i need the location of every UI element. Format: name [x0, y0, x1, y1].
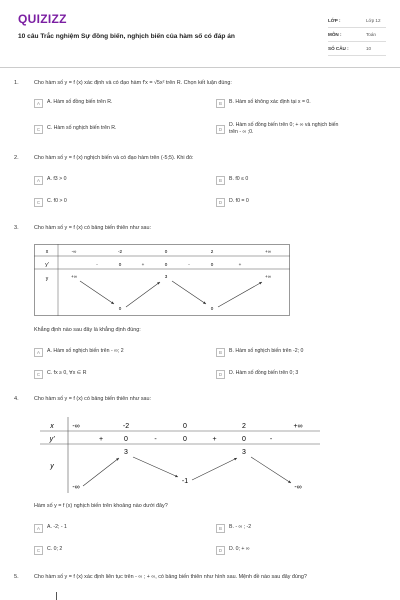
y-value: -1: [181, 478, 189, 485]
table-x-label: x: [45, 249, 49, 255]
variation-arrow: [172, 281, 206, 304]
variation-arrow: [126, 282, 160, 307]
quizizz-logo[interactable]: QUIZIZZ: [18, 12, 67, 26]
variation-arrow: [192, 458, 237, 480]
meta-row-subject: [328, 28, 386, 42]
option-text: C. 0; 2: [47, 546, 63, 552]
option-text: A. f3 > 0: [47, 176, 67, 182]
x-value: 2: [210, 249, 214, 254]
x-value: 0: [164, 249, 168, 254]
option-c[interactable]: [34, 198, 67, 207]
option-letter: C: [34, 125, 43, 134]
option-letter: A: [34, 176, 43, 185]
option-d[interactable]: [216, 198, 249, 207]
sign-value: 0: [242, 436, 246, 443]
option-text: B. Hàm số không xác định tại x = 0.: [229, 99, 311, 105]
table-x-label: x: [50, 423, 54, 430]
y-value: 0: [210, 306, 214, 311]
sign-value: 0: [210, 262, 214, 267]
variation-arrow: [133, 457, 178, 477]
option-letter: A: [34, 348, 43, 357]
option-b[interactable]: [216, 99, 311, 108]
option-text: D. f0 = 0: [229, 198, 249, 204]
meta-key: SỐ CÂU :: [328, 46, 349, 51]
arrow-head: [203, 301, 206, 304]
question-number: 1.: [14, 80, 19, 86]
option-text: A. Hàm số đồng biến trên R.: [47, 99, 113, 105]
option-a[interactable]: [34, 176, 66, 185]
x-value: -∞: [71, 249, 77, 254]
question-number: 2.: [14, 155, 19, 161]
sign-row: [96, 262, 241, 267]
y-value: 3: [124, 449, 128, 456]
option-letter: A: [34, 524, 43, 533]
table-yprime-label: y': [45, 262, 49, 268]
y-value: -∞: [72, 484, 80, 491]
meta-value: Lớp 12: [366, 18, 381, 23]
arrow-head: [111, 301, 114, 304]
option-text: C. f0 > 0: [47, 198, 67, 204]
option-letter: D: [216, 125, 225, 134]
table-y-label: y: [45, 276, 49, 282]
option-letter: C: [34, 370, 43, 379]
option-text-line1: D. Hàm số đồng biến trên 0; + ∞ và nghịch biến: [229, 122, 339, 128]
table-edge: [56, 592, 57, 600]
option-c[interactable]: [34, 125, 117, 134]
variation-arrows: [80, 281, 262, 307]
table-y-label: y: [50, 463, 54, 470]
meta-row-class: [328, 14, 386, 28]
sign-value: 0: [183, 436, 187, 443]
option-text: C. fx ≥ 0, ∀x ∈ R: [47, 370, 87, 376]
sign-value: -: [188, 262, 190, 267]
option-letter: D: [216, 546, 225, 555]
y-values: [71, 274, 271, 311]
x-value: -2: [117, 249, 123, 254]
option-text: D. 0; + ∞: [229, 546, 250, 552]
y-value: 3: [164, 274, 168, 279]
option-text: B. Hàm số nghịch biến trên -2; 0: [229, 348, 304, 354]
option-text-line2: trên - ∞ ;0.: [229, 128, 254, 135]
option-c[interactable]: [34, 370, 86, 379]
sign-value: -: [96, 262, 98, 267]
question-text: Cho hàm số y = f (x) xác định và có đạo hàm f'x = √5x² trên R. Chọn kết luận đúng:: [34, 80, 232, 86]
question-text: Cho hàm số y = f (x) có bảng biến thiên như sau:: [34, 225, 152, 231]
page-title: 10 câu Trắc nghiệm Sự đồng biến, nghịch biến của hàm số có đáp án: [18, 33, 235, 40]
worksheet-meta: [328, 14, 386, 56]
sign-value: +: [238, 262, 242, 267]
variation-arrow: [251, 457, 291, 483]
option-letter: D: [216, 198, 225, 207]
sign-value: +: [141, 262, 145, 267]
option-text: A. -2; - 1: [47, 524, 67, 530]
table-yprime-label: y': [49, 436, 55, 443]
option-a[interactable]: [34, 524, 67, 533]
option-letter: B: [216, 524, 225, 533]
option-letter: C: [34, 198, 43, 207]
question-text: Cho hàm số y = f (x) nghịch biến và có đạo hàm trên (-5;5). Khi đó:: [34, 155, 194, 161]
meta-row-count: [328, 42, 386, 56]
sign-row: [99, 436, 273, 443]
option-d[interactable]: [216, 122, 338, 135]
question-number: 5.: [14, 574, 19, 580]
sign-value: -: [269, 436, 273, 443]
option-c[interactable]: [34, 546, 62, 555]
arrow-head: [288, 480, 291, 483]
option-letter: B: [216, 348, 225, 357]
meta-value: Toán: [366, 32, 376, 37]
sign-value: 0: [118, 262, 122, 267]
x-value: -∞: [72, 423, 80, 430]
x-value: 2: [242, 423, 246, 430]
header-divider: [0, 67, 400, 68]
option-text: C. Hàm số nghịch biến trên R.: [47, 125, 117, 131]
option-text: D. Hàm số đồng biến trên 0; 3: [229, 370, 299, 376]
x-value: 0: [183, 423, 187, 430]
y-value: +∞: [71, 274, 77, 279]
question-text: Cho hàm số y = f (x) xác định liên tục trên - ∞ ; + ∞, có bảng biến thiên như hình sau. Mệnh đề nào sau đây đúng?: [34, 574, 307, 580]
sign-value: +: [98, 436, 104, 443]
option-letter: C: [34, 546, 43, 555]
option-text: B. - ∞ ; -2: [229, 524, 252, 530]
option-b[interactable]: [216, 524, 251, 533]
sign-value: 0: [164, 262, 168, 267]
question-text: Cho hàm số y = f (x) có bảng biến thiên như sau:: [34, 396, 152, 402]
arrow-head: [157, 282, 160, 285]
option-b[interactable]: [216, 176, 248, 185]
variation-table: [34, 244, 290, 316]
variation-arrow: [83, 458, 119, 486]
x-value: +∞: [265, 249, 271, 254]
worksheet-header: [0, 0, 400, 62]
question-number: 4.: [14, 396, 19, 402]
meta-key: MÔN :: [328, 32, 342, 37]
variation-arrow: [80, 281, 114, 304]
y-value: 0: [118, 306, 122, 311]
variation-table: [40, 417, 320, 493]
variation-arrow: [218, 282, 262, 307]
y-values: [72, 449, 301, 491]
x-value: +∞: [293, 423, 303, 430]
y-value: 3: [242, 449, 246, 456]
meta-key: LỚP :: [328, 18, 341, 23]
option-b[interactable]: [216, 348, 303, 357]
option-letter: B: [216, 176, 225, 185]
option-d[interactable]: [216, 370, 298, 379]
sign-value: 0: [124, 436, 128, 443]
table-border: [35, 245, 290, 316]
y-value: +∞: [265, 274, 271, 279]
option-text: A. Hàm số nghịch biến trên - ∞; 2: [47, 348, 124, 354]
x-value: -2: [122, 423, 130, 430]
option-letter: D: [216, 370, 225, 379]
option-d[interactable]: [216, 546, 250, 555]
meta-value: 10: [366, 46, 372, 51]
option-text: [229, 122, 338, 135]
question-prompt: Khẳng định nào sau đây là khẳng định đúng:: [34, 327, 141, 333]
sign-value: -: [154, 436, 157, 443]
option-letter: B: [216, 99, 225, 108]
option-a[interactable]: [34, 348, 124, 357]
y-value: -∞: [294, 484, 302, 491]
x-values: [72, 249, 271, 254]
sign-value: +: [212, 436, 217, 443]
option-text: B. f0 ≤ 0: [229, 176, 249, 182]
x-values: [72, 423, 302, 430]
question-prompt: Hàm số y = f (x) nghịch biến trên khoảng nào dưới đây?: [34, 503, 168, 509]
question-number: 3.: [14, 225, 19, 231]
option-letter: A: [34, 99, 43, 108]
option-a[interactable]: [34, 99, 112, 108]
